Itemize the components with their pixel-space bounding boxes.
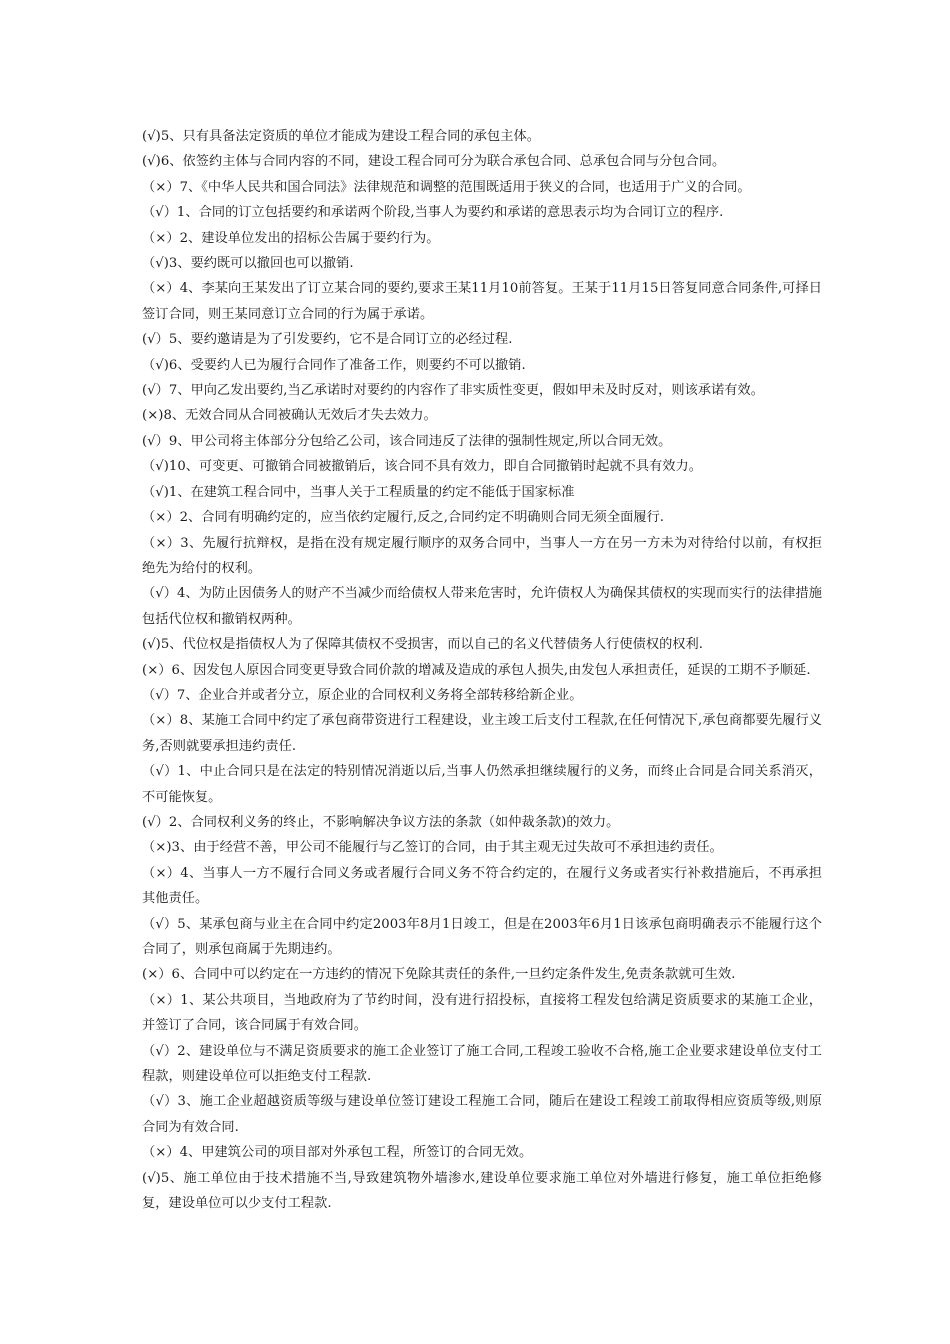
statement-line: （√)10、可变更、可撤销合同被撤销后，该合同不具有效力，即自合同撤销时起就不具有效力。: [142, 459, 703, 475]
statement-line: （×）8、某施工合同中约定了承包商带资进行工程建设，业主竣工后支付工程款,在任何情况下,承包商都要先履行义务,否则就要承担违约责任.: [142, 713, 822, 754]
statement-line: （√）4、为防止因债务人的财产不当减少而给债权人带来危害时，允许债权人为确保其债权的实现而实行的法律措施包括代位权和撤销权两种。: [142, 586, 822, 627]
statement-line: （×）3、先履行抗辩权，是指在没有规定履行顺序的双务合同中，当事人一方在另一方未为对待给付以前，有权拒绝先为给付的权利。: [142, 535, 822, 576]
statement-line: （√）1、合同的订立包括要约和承诺两个阶段,当事人为要约和承诺的意思表示均为合同订立的程序.: [142, 205, 724, 221]
statement-line: （×）2、建设单位发出的招标公告属于要约行为。: [142, 230, 440, 246]
statement-line: (√)5、只有具备法定资质的单位才能成为建设工程合同的承包主体。: [142, 129, 540, 144]
statement-line: (×）6、因发包人原因合同变更导致合同价款的增减及造成的承包人损失,由发包人承担责任，延误的工期不予顺延.: [142, 662, 811, 678]
statement-line: （√)6、受要约人已为履行合同作了准备工作，则要约不可以撤销.: [142, 357, 526, 373]
statement-line: （√)1、在建筑工程合同中，当事人关于工程质量的约定不能低于国家标准: [142, 484, 575, 500]
statement-line: （×）4、甲建筑公司的项目部对外承包工程，所签订的合同无效。: [142, 1145, 533, 1161]
document-body: [142, 124, 822, 1216]
statement-line: （√）7、企业合并或者分立，原企业的合同权利义务将全部转移给新企业。: [142, 687, 583, 703]
statement-line: （×）1、某公共项目，当地政府为了节约时间，没有进行招投标，直接将工程发包给满足资质要求的某施工企业，并签订了合同，该合同属于有效合同。: [142, 992, 822, 1034]
statement-line: （×）4、李某向王某发出了订立某合同的要约,要求王某11月10前答复。王某于11月15日答复同意合同条件,可择日签订合同，则王某同意订立合同的行为属于承诺。: [142, 281, 822, 322]
statement-line: (√）2、合同权利义务的终止，不影响解决争议方法的条款（如仲裁条款)的效力。: [142, 814, 620, 830]
statement-line: （×)3、由于经营不善，甲公司不能履行与乙签订的合同，由于其主观无过失故可不承担违约责任。: [142, 840, 723, 856]
statement-line: (√）5、要约邀请是为了引发要约，它不是合同订立的必经过程.: [142, 332, 513, 348]
statement-line: （√）5、某承包商与业主在合同中约定2003年8月1日竣工，但是在2003年6月1日该承包商明确表示不能履行这个合同了，则承包商属于先期违约。: [142, 916, 822, 957]
statement-line: （×）2、合同有明确约定的，应当依约定履行,反之,合同约定不明确则合同无须全面履行.: [142, 510, 665, 526]
statement-line: (√)6、依签约主体与合同内容的不同，建设工程合同可分为联合承包合同、总承包合同与分包合同。: [142, 154, 726, 170]
statement-line: (√)5、施工单位由于技术措施不当,导致建筑物外墙渗水,建设单位要求施工单位对外墙进行修复，施工单位拒绝修复，建设单位可以少支付工程款.: [142, 1170, 822, 1212]
statement-line: (√）9、甲公司将主体部分分包给乙公司，该合同违反了法律的强制性规定,所以合同无效。: [142, 433, 672, 449]
statement-line: (×）6、合同中可以约定在一方违约的情况下免除其责任的条件,一旦约定条件发生,免责条款就可生效.: [142, 967, 736, 983]
statement-line: （√）3、施工企业超越资质等级与建设单位签订建设工程施工合同，随后在建设工程竣工前取得相应资质等级,则原合同为有效合同.: [142, 1094, 822, 1135]
statement-line: (√）7、甲向乙发出要约,当乙承诺时对要约的内容作了非实质性变更，假如甲未及时反对，则该承诺有效。: [142, 383, 765, 399]
statement-line: （√）1、中止合同只是在法定的特别情况消逝以后,当事人仍然承担继续履行的义务，而终止合同是合同关系消灭，不可能恢复。: [142, 764, 822, 805]
statement-line: (×)8、无效合同从合同被确认无效后才失去效力。: [142, 408, 437, 424]
statement-line: （×）7、《中华人民共和国合同法》法律规范和调整的范围既适用于狭义的合同，也适用于广义的合同。: [142, 179, 751, 195]
statement-line: （√）2、建设单位与不满足资质要求的施工企业签订了施工合同,工程竣工验收不合格,施工企业要求建设单位支付工程款，则建设单位可以拒绝支付工程款.: [142, 1043, 822, 1085]
statement-line: （×）4、当事人一方不履行合同义务或者履行合同义务不符合约定的，在履行义务或者实行补救措施后，不再承担其他责任。: [142, 865, 822, 907]
statement-line: （√)3、要约既可以撤回也可以撤销.: [142, 256, 354, 272]
statement-line: (√)5、代位权是指债权人为了保障其债权不受损害，而以自己的名义代替债务人行使债权的权利.: [142, 637, 704, 653]
